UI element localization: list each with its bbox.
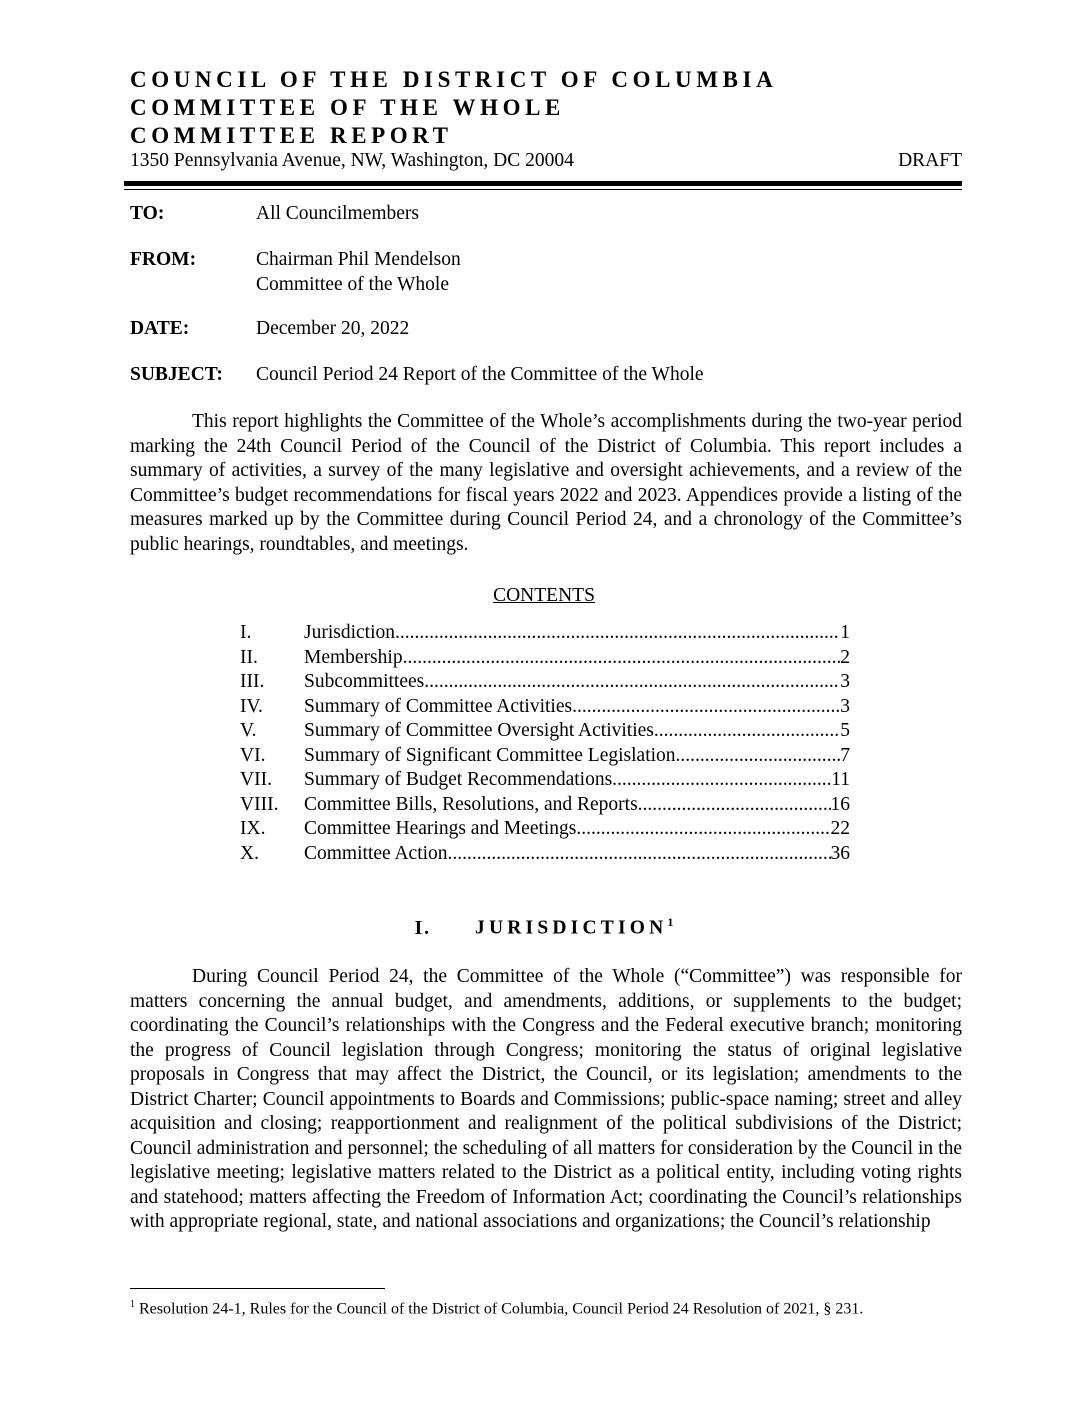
toc-item-title: Summary of Significant Committee Legislation [304,744,676,766]
toc-item-subcommittees[interactable] [240,670,850,695]
header-address: 1350 Pennsylvania Avenue, NW, Washington, DC 20004 [130,150,574,171]
toc-item-number: V. [240,720,257,741]
toc-dot-leader [638,793,831,818]
intro-paragraph [130,410,962,557]
toc-item-number: VIII. [240,793,279,815]
toc-item-number: II. [240,646,258,668]
toc-item-page: 1 [840,622,850,643]
memo-subject-label: SUBJECT: [130,364,223,385]
toc-item-number: X. [240,842,259,864]
toc-dot-leader [676,744,841,769]
section-number: I. [414,917,432,939]
header-council-name: COUNCIL OF THE DISTRICT OF COLUMBIA [130,67,778,92]
toc-item-page: 11 [831,769,850,790]
toc-item-title: Membership [304,646,403,668]
toc-item-number: IV. [240,695,263,717]
toc-dot-leader [395,621,840,646]
memo-from-label: FROM: [130,249,197,270]
toc-item-number: IX. [240,818,266,839]
memo-from-value-1: Chairman Phil Mendelson [256,249,461,270]
jurisdiction-text: During Council Period 24, the Committee of the Whole (“Committee”) was responsible for matters concerning the annual budget, and amendments, additions, or supplements to the budget; coordinating the Council’s relationships with the Congress and the Federal executive branch; monitoring the progress of Council legislation through Congress; monitoring the status of original legislative proposals in Congress that may affect the District, the Council, or its legislation; amendments to the District Charter; Council appointments to Boards and Commissions; public-space naming; street and alley acquisition and closing; reapportionment and realignment of the political subdivisions of the District; Council administration and personnel; the scheduling of all matters for consideration by the Council in the legislative meeting; legislative matters related to the District as a political entity, including voting rights and statehood; matters affecting the Freedom of Information Act; coordinating the Council’s relationships with appropriate regional, state, and national associations and organizations; the Council’s relationship [130,966,962,1232]
toc-dot-leader [654,719,840,744]
toc-item-budget-recommendations[interactable] [240,768,850,793]
footnote-reference[interactable]: 1 [667,915,674,929]
header-committee-name: COMMITTEE OF THE WHOLE [130,95,565,120]
footnote [130,1299,863,1318]
intro-text: This report highlights the Committee of the Whole’s accomplishments during the two-year period marking the 24th Council Period of the Council of the District of Columbia. This report includes a summary of activities, a survey of the many legislative and oversight achievements, and a review of the Committee’s budget recommendations for fiscal years 2022 and 2023. Appendices provide a listing of the measures marked up by the Committee during Council Period 24, and a chronology of the Committee’s public hearings, roundtables, and meetings. [130,411,962,555]
header-rule-thin [124,189,962,190]
jurisdiction-paragraph [130,965,962,1235]
toc-item-membership[interactable] [240,646,850,671]
toc-dot-leader [576,817,830,842]
footnote-marker: 1 [130,1299,135,1310]
footnote-divider [130,1288,385,1289]
memo-from-value-2: Committee of the Whole [256,274,449,295]
toc-item-title: Committee Hearings and Meetings [304,818,577,839]
toc-dot-leader [612,768,831,793]
toc-item-title: Committee Action [304,842,448,864]
toc-item-page: 5 [840,720,850,741]
toc-item-committee-action[interactable] [240,842,850,867]
toc-item-title: Summary of Committee Activities [304,695,573,717]
toc-item-number: I. [240,622,252,643]
toc-item-page: 7 [840,744,850,766]
toc-item-hearings-meetings[interactable] [240,817,850,842]
toc-item-title: Subcommittees [304,671,425,692]
toc-item-page: 3 [840,671,850,692]
toc-item-number: VII. [240,769,272,790]
toc-item-page: 22 [830,818,850,839]
toc-item-title: Jurisdiction [304,622,395,643]
toc-dot-leader [572,695,840,720]
footnote-text: Resolution 24-1, Rules for the Council of the District of Columbia, Council Period 24 Resolution of 2021, § 231. [135,1300,864,1318]
draft-status: DRAFT [898,150,962,171]
toc-item-committee-activities[interactable] [240,695,850,720]
toc-dot-leader [424,670,840,695]
header-report-type: COMMITTEE REPORT [130,123,453,148]
toc-item-page: 36 [830,842,850,864]
toc-item-page: 2 [840,646,850,668]
toc-item-page: 3 [840,695,850,717]
toc-item-title: Committee Bills, Resolutions, and Reports [304,793,638,815]
contents-title: CONTENTS [493,585,595,606]
section-heading-jurisdiction [0,915,1088,940]
toc-item-bills-resolutions-reports[interactable] [240,793,850,818]
toc-item-jurisdiction[interactable] [240,621,850,646]
section-title: JURISDICTION [475,917,668,939]
memo-subject-value: Council Period 24 Report of the Committee of the Whole [256,364,704,385]
memo-to-value: All Councilmembers [256,203,420,224]
toc-item-number: VI. [240,744,266,766]
toc-item-page: 16 [830,793,850,815]
toc-item-number: III. [240,671,265,692]
memo-date-label: DATE: [130,318,190,339]
toc-item-oversight-activities[interactable] [240,719,850,744]
toc-dot-leader [403,646,841,671]
memo-to-label: TO: [130,203,165,224]
toc-dot-leader [448,842,831,867]
toc-item-significant-legislation[interactable] [240,744,850,769]
header-rule-thick [124,181,962,186]
toc-item-title: Summary of Committee Oversight Activities [304,720,654,741]
toc-item-title: Summary of Budget Recommendations [304,769,613,790]
table-of-contents [240,621,850,866]
memo-date-value: December 20, 2022 [256,318,410,339]
